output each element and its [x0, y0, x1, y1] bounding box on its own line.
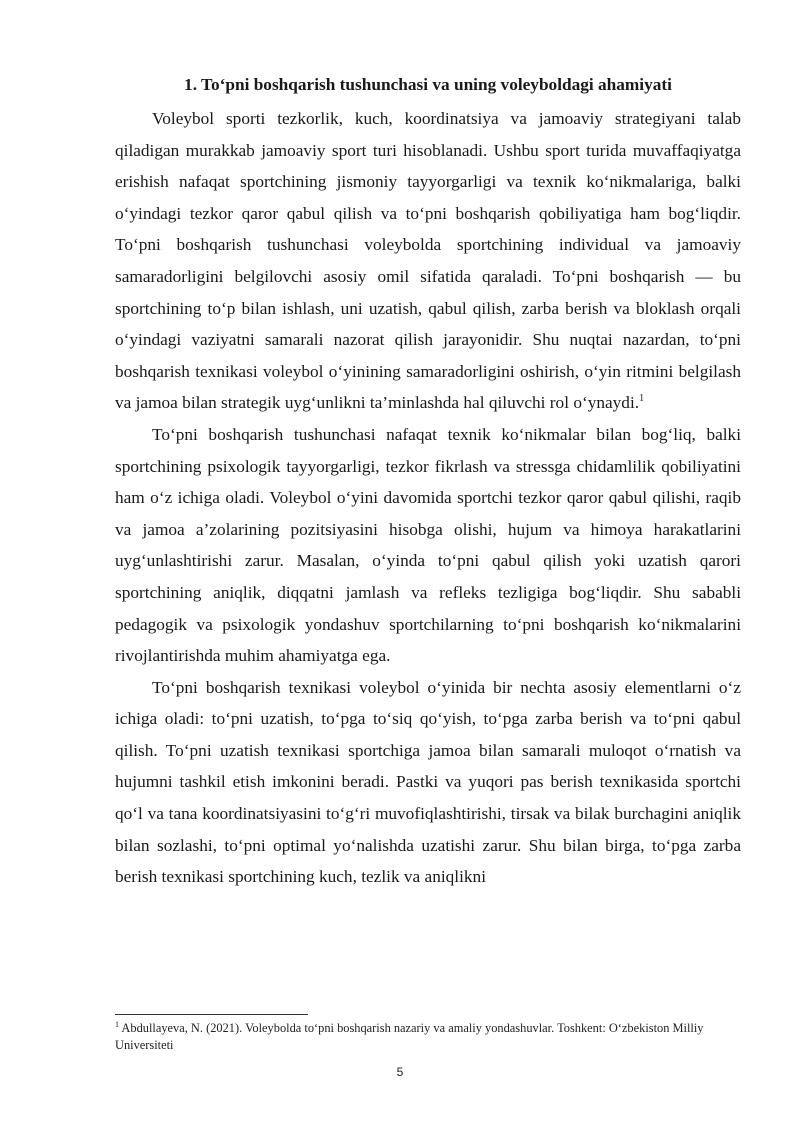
footnote-separator — [115, 1014, 308, 1015]
body-text — [115, 103, 741, 893]
paragraph-1 — [115, 103, 741, 419]
paragraph-1-text: Voleybol sporti tezkorlik, kuch, koordinatsiya va jamoaviy strategiyani talab qiladigan murakkab jamoaviy sport turi hisoblanadi. Ushbu sport turida muvaffaqiyatga erishish nafaqat sportchining jismoniy tayyorgarligi va texnik ko‘nikmalariga, balki o‘yindagi tezkor qaror qabul qilish va to‘pni boshqarish qobiliyatiga ham bog‘liqdir. To‘pni boshqarish tushunchasi voleybolda sportchining individual va jamoaviy samaradorligini belgilovchi asosiy omil sifatida qaraladi. To‘pni boshqarish — bu sportchining to‘p bilan ishlash, uni uzatish, qabul qilish, zarba berish va bloklash orqali o‘yindagi vaziyatni samarali nazorat qilish jarayonidir. Shu nuqtai nazardan, to‘pni boshqarish texnikasi voleybol o‘yinining samaradorligini oshirish, o‘yin ritmini belgilash va jamoa bilan strategik uyg‘unlikni ta’minlashda hal qiluvchi rol o‘ynaydi. — [115, 109, 741, 413]
footnote-reference: 1 — [639, 393, 645, 405]
section-heading: 1. To‘pni boshqarish tushunchasi va uning voleyboldagi ahamiyati — [184, 75, 672, 94]
page-number: 5 — [396, 1065, 404, 1079]
paragraph-2: To‘pni boshqarish tushunchasi nafaqat texnik ko‘nikmalar bilan bog‘liq, balki sportchining psixologik tayyorgarligi, tezkor fikrlash va stressga chidamlilik qobiliyatini ham o‘z ichiga oladi. Voleybol o‘yini davomida sportchi tezkor qaror qabul qilishi, raqib va jamoa a’zolarining pozitsiyasini hisobga olishi, hujum va himoya harakatlarini uyg‘unlashtirishi zarur. Masalan, o‘yinda to‘pni qabul qilish yoki uzatish qarori sportchining aniqlik, diqqatni jamlash va refleks tezligiga bog‘liqdir. Shu sababli pedagogik va psixologik yondashuv sportchilarning to‘pni boshqarish ko‘nikmalarini rivojlantirishda muhim ahamiyatga ega. — [115, 424, 741, 666]
footnote — [115, 1020, 741, 1054]
footnote-marker: 1 — [115, 1019, 119, 1029]
paragraph-3: To‘pni boshqarish texnikasi voleybol o‘yinida bir nechta asosiy elementlarni o‘z ichiga oladi: to‘pni uzatish, to‘pga to‘siq qo‘yish, to‘pga zarba berish va to‘pni qabul qilish. To‘pni uzatish texnikasi sportchiga jamoa bilan samarali muloqot o‘rnatish va hujumni tashkil etish imkonini beradi. Pastki va yuqori pas berish texnikasida sportchi qo‘l va tana koordinatsiyasini to‘g‘ri muvofiqlashtirishi, tirsak va bilak burchagini aniqlik bilan sozlashi, to‘pni optimal yo‘nalishda uzatishi zarur. Shu bilan birga, to‘pga zarba berish texnikasi sportchining kuch, tezlik va aniqlikni — [115, 677, 741, 887]
footnote-text: Abdullayeva, N. (2021). Voleybolda to‘pni boshqarish nazariy va amaliy yondashuvlar. Toshkent: O‘zbekiston Milliy Universiteti — [115, 1021, 704, 1052]
